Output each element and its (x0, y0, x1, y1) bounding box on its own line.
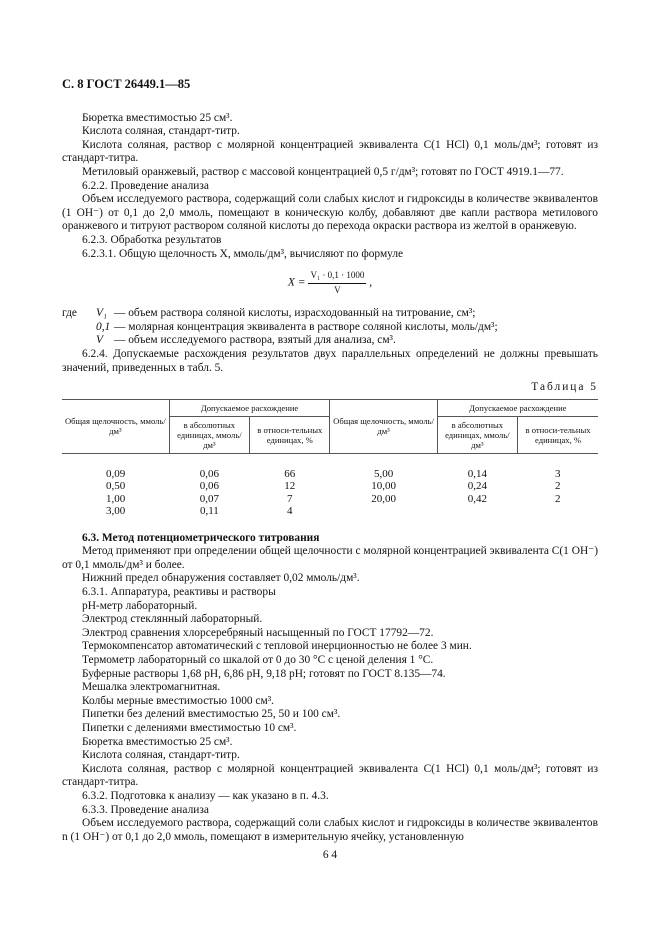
paragraph: Пипетки без делений вместимостью 25, 50 и 100 см³. (82, 708, 341, 721)
formula-lhs: X = (287, 276, 306, 289)
paragraph: 6.2.2. Проведение анализа (82, 179, 209, 192)
paragraph: Кислота соляная, стандарт-титр. (82, 125, 240, 138)
table-cell: 12 (284, 480, 296, 493)
col-header-group: Допускаемое расхождение (169, 399, 330, 416)
paragraph: Метод применяют при определении общей щелочности с молярной концентрацией эквивалента C(1 OH⁻) от 0,1 ммоль/дм³ и более. (62, 545, 598, 571)
table-row (62, 493, 598, 506)
paragraph: Бюретка вместимостью 25 см³. (82, 111, 233, 124)
paragraphs-top (62, 112, 598, 262)
col-header-total-2: Общая щелочность, ммоль/дм³ (330, 399, 437, 453)
section-title: 6.3. Метод потенциометрического титрования (82, 531, 320, 544)
paragraph: 6.3.3. Проведение анализа (82, 803, 209, 816)
table-cell: 5,00 (373, 467, 394, 480)
formula-total-alkalinity (62, 269, 598, 299)
table-cell (330, 505, 437, 518)
table-cell: 20,00 (371, 492, 396, 505)
paragraph: Кислота соляная, раствор с молярной концентрацией эквивалента C(1 HCl) 0,1 моль/дм³; готовят из стандарт-титра. (62, 762, 598, 789)
table-cell: 0,06 (199, 467, 219, 480)
paragraph: Кислота соляная, раствор с молярной концентрацией эквивалента C(1 HCl) 0,1 моль/дм³; готовят из стандарт-титра. (62, 138, 598, 165)
paragraph: Термометр лабораторный со шкалой от 0 до 30 °С с ценой деления 1 °С. (82, 654, 434, 667)
page-number: 6 4 (322, 849, 338, 862)
table-cell: 4 (287, 505, 293, 518)
paragraph: Мешалка электромагнитная. (82, 681, 221, 694)
table-cell (437, 505, 517, 518)
table-cell: 0,50 (105, 480, 126, 493)
legend-sym: V₁ (96, 307, 107, 320)
table-cell (518, 505, 598, 518)
paragraph: Кислота соляная, стандарт-титр. (82, 749, 240, 762)
formula-numerator: V₁ · 0,1 · 1000 (308, 269, 366, 284)
formula-fraction (308, 269, 366, 297)
formula-denominator: V (334, 284, 341, 295)
table-cell: 0,24 (467, 480, 487, 493)
col-header-total: Общая щелочность, ммоль/дм³ (62, 399, 169, 453)
paragraph: 6.3.2. Подготовка к анализу — как указано в п. 4.3. (82, 789, 329, 802)
table-cell: 0,06 (199, 480, 219, 493)
table-cell: 66 (284, 467, 296, 480)
table-cell: 10,00 (371, 480, 396, 493)
paragraph-tolerances: 6.2.4. Допускаемые расхождения результатов двух параллельных определений не должны превышать значений, приведенных в табл. 5. (62, 347, 598, 374)
paragraph: Нижний предел обнаружения составляет 0,02 ммоль/дм³. (82, 572, 360, 585)
table-cell: 1,00 (105, 492, 126, 505)
table-cell: 2 (555, 480, 561, 493)
table-cell: 0,11 (199, 505, 219, 518)
col-header-abs-2: в абсолютных единицах, ммоль/дм³ (437, 416, 517, 453)
paragraph: 6.3.1. Аппаратура, реактивы и растворы (82, 586, 276, 599)
paragraph: Объем исследуемого раствора, содержащий соли слабых кислот и гидроксиды в количестве эквивалентов n (1 OH⁻) от 0,1 до 2,0 ммоль, помещают в измерительную ячейку, установленную (62, 817, 598, 843)
legend-text: — объем раствора соляной кислоты, израсходованный на титрование, см³; (114, 307, 476, 320)
paragraph: pH-метр лабораторный. (82, 599, 198, 612)
table-cell: 3,00 (105, 505, 126, 518)
legend-sym: V (96, 334, 103, 347)
legend-sym: 0,1 (96, 320, 111, 333)
legend-text: — объем исследуемого раствора, взятый для анализа, см³. (114, 334, 396, 347)
table-cell: 7 (287, 492, 293, 505)
legend-text: — молярная концентрация эквивалента в растворе соляной кислоты, моль/дм³; (114, 320, 498, 333)
table-caption: Таблица 5 (531, 381, 598, 394)
document-page (62, 78, 598, 863)
table-cell: 0,09 (105, 467, 126, 480)
table-row (62, 480, 598, 493)
table-5 (62, 399, 598, 518)
legend-prefix (62, 321, 96, 335)
formula-legend (62, 307, 598, 348)
table-row (62, 505, 598, 518)
paragraph: Пипетки с делениями вместимостью 10 см³. (82, 722, 297, 734)
table-row (62, 453, 598, 480)
paragraph: Объем исследуемого раствора, содержащий соли слабых кислот и гидроксиды в количестве эквивалентов (1 OH⁻) от 0,1 до 2,0 ммоль, помещают в коническую колбу, добавляют две капли раствора метилового оранжевого и титруют раствором соляной кислоты до перехода окраски раствора из желтой в оранжевую. (62, 193, 598, 233)
paragraph: Бюретка вместимостью 25 см³. (82, 735, 233, 748)
paragraph: Буферные растворы 1,68 pH, 6,86 pH, 9,18 pH; готовят по ГОСТ 8.135—74. (82, 667, 446, 680)
paragraph: Электрод стеклянный лабораторный. (82, 613, 263, 626)
page-header: С. 8 ГОСТ 26449.1—85 (62, 77, 191, 91)
col-header-abs: в абсолютных единицах, ммоль/дм³ (169, 416, 249, 453)
table-cell: 0,14 (467, 467, 487, 480)
paragraph: Термокомпенсатор автоматический с тепловой инерционностью не более 3 мин. (82, 640, 472, 653)
table-cell: 0,42 (467, 492, 487, 505)
formula-tail: , (369, 276, 373, 289)
paragraph: Колбы мерные вместимостью 1000 см³. (82, 694, 274, 707)
table-cell: 0,07 (199, 492, 219, 505)
col-header-rel: в относи-тельных единицах, % (250, 416, 330, 453)
table-cell: 2 (555, 492, 561, 505)
paragraph: Метиловый оранжевый, раствор с массовой концентрацией 0,5 г/дм³; готовят по ГОСТ 4919.1—77. (82, 165, 564, 178)
paragraph: Электрод сравнения хлорсеребряный насыщенный по ГОСТ 17792—72. (82, 626, 434, 639)
col-header-group-2: Допускаемое расхождение (437, 399, 598, 416)
paragraph: 6.2.3.1. Общую щелочность X, ммоль/дм³, вычисляют по формуле (82, 247, 404, 260)
table-body (62, 453, 598, 518)
legend-prefix: где (62, 307, 77, 320)
paragraph: 6.2.3. Обработка результатов (82, 233, 222, 246)
col-header-rel-2: в относи-тельных единицах, % (518, 416, 598, 453)
table-cell: 3 (555, 467, 561, 480)
paragraphs-bottom (62, 545, 598, 844)
legend-prefix (62, 334, 96, 348)
